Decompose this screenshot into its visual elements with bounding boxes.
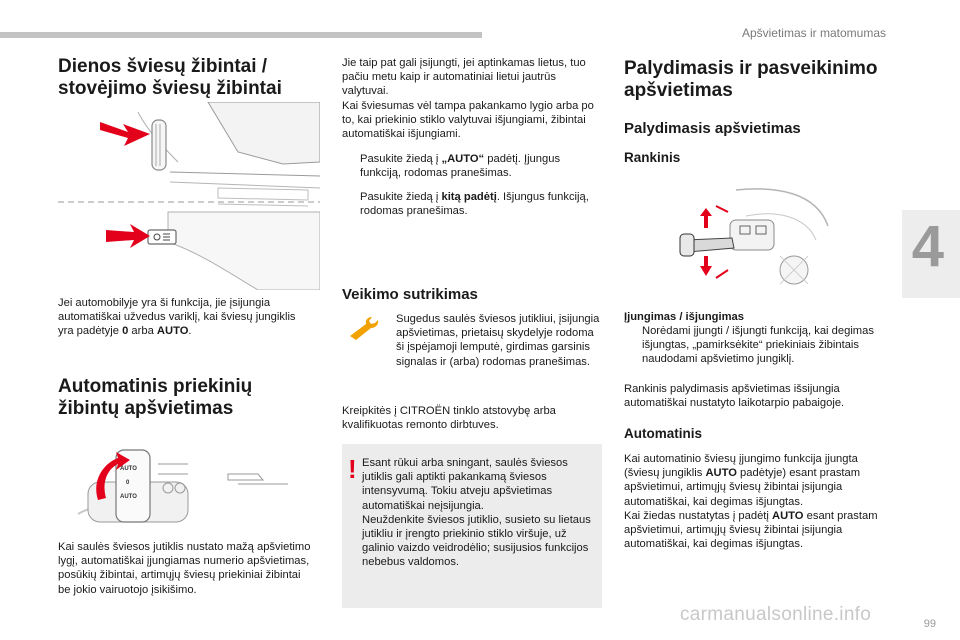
auto-headlamps-paragraph: Kai saulės šviesos jutiklis nustato mažą apšvietimo lygį, automatiškai įjungiamas numerio apšvietimas, posūkių žibintai, artimųjų šviesų priekiniai žibintai be jokio vairuotojo įsikišimo. <box>58 541 311 596</box>
subsection-title-follow-me: Palydimasis apšvietimas <box>624 120 801 137</box>
stalk-label-auto-2: AUTO <box>120 494 137 500</box>
stalk-label-auto-1: AUTO <box>120 466 137 472</box>
automatic-paragraph: Kai automatinio šviesų įjungimo funkcija įjungta (šviesų jungiklis AUTO padėtyje) esant prastam apšvietimui, artimųjų šviesų žibintai įsijungia automatiškai, kai degimas išjungtas. Kai žiedas nustatytas į padėtį AUTO esant prastam apšvietimui, artimųjų šviesų žibintai įsijungia automatiškai, kai degimas išjungtas. <box>624 453 878 551</box>
top-rule <box>0 32 482 38</box>
headlamp-flash-stalk-illustration <box>676 186 834 306</box>
section-title-daytime-lights: Dienos šviesų žibintai / stovėjimo šviesų žibintai <box>58 56 282 99</box>
subsection-title-manual: Rankinis <box>624 150 681 165</box>
bullet-other-position: Pasukite žiedą į kitą padėtį. Išjungus funkciją, rodomas pranešimas. <box>360 191 589 218</box>
activation-label: Įjungimas / išjungimas <box>624 311 744 323</box>
wrench-warning-icon <box>344 316 384 340</box>
watermark: carmanualsonline.info <box>680 604 872 625</box>
stalk-label-zero: 0 <box>126 480 130 486</box>
section-title-malfunction: Veikimo sutrikimas <box>342 286 478 303</box>
warning-exclamation-icon: ! <box>348 454 357 484</box>
subsection-title-automatic: Automatinis <box>624 426 703 441</box>
daytime-lights-paragraph: Jei automobilyje yra ši funkcija, jie įsijungia automatiškai užvedus variklį, kai šviesų jungiklis yra padėtyje 0 arba AUTO. <box>58 297 296 338</box>
section-title-auto-headlamps: Automatinis priekinių žibintų apšvietimas <box>58 376 253 419</box>
page-number: 99 <box>923 618 936 630</box>
dealer-paragraph: Kreipkitės į CITROËN tinklo atstovybę arba kvalifikuotas remonto dirbtuves. <box>342 405 556 432</box>
malfunction-paragraph: Sugedus saulės šviesos jutikliui, įsijungia apšvietimas, prietaisų skydelyje rodoma ši įspėjamoji lemputė, girdimas garsinis signalas ir (arba) rodomas pranešimas. <box>396 313 600 368</box>
bullet-auto-position: Pasukite žiedą į „AUTO“ padėtį. Įjungus funkciją, rodomas pranešimas. <box>360 153 561 180</box>
chapter-number: 4 <box>911 214 944 279</box>
bullet-flash-headlamps: Norėdami įjungti / išjungti funkciją, kai degimas išjungtas, „pamirksėkite“ priekiniais žibintais naudodami apšvietimo jungiklį. <box>642 325 874 366</box>
manual-end-paragraph: Rankinis palydimasis apšvietimas išsijungia automatiškai nustatyto laikotarpio pabaigoje. <box>624 383 845 410</box>
light-stalk-illustration <box>58 444 312 530</box>
front-lights-illustration <box>58 102 320 290</box>
section-title-follow-me-home: Palydimasis ir pasveikinimo apšvietimas <box>624 58 878 101</box>
warning-text: Esant rūkui arba sningant, saulės šviesos jutiklis gali aptikti pakankamą šviesos intensyvumą. Tokiu atveju apšvietimas automatiškai neįsijungia. Neuždenkite šviesos jutiklio, susieto su lietaus jutikliu ir įrengto priekinio stiklo viršuje, už galinio vaizdo veidrodėlio; susijusios funkcijos nebebus valdomos. <box>362 457 591 569</box>
rain-detection-paragraph: Jie taip pat gali įsijungti, jei aptinkamas lietus, tuo pačiu metu kaip ir automatiniai lietui jautrūs valytuvai. Kai šviesumas vėl tampa pakankamo lygio arba po to, kai priekinio stiklo valytuvai išjungiami, žibintai automatiškai išjungiami. <box>342 57 594 141</box>
running-head: Apšvietimas ir matomumas <box>741 26 886 40</box>
